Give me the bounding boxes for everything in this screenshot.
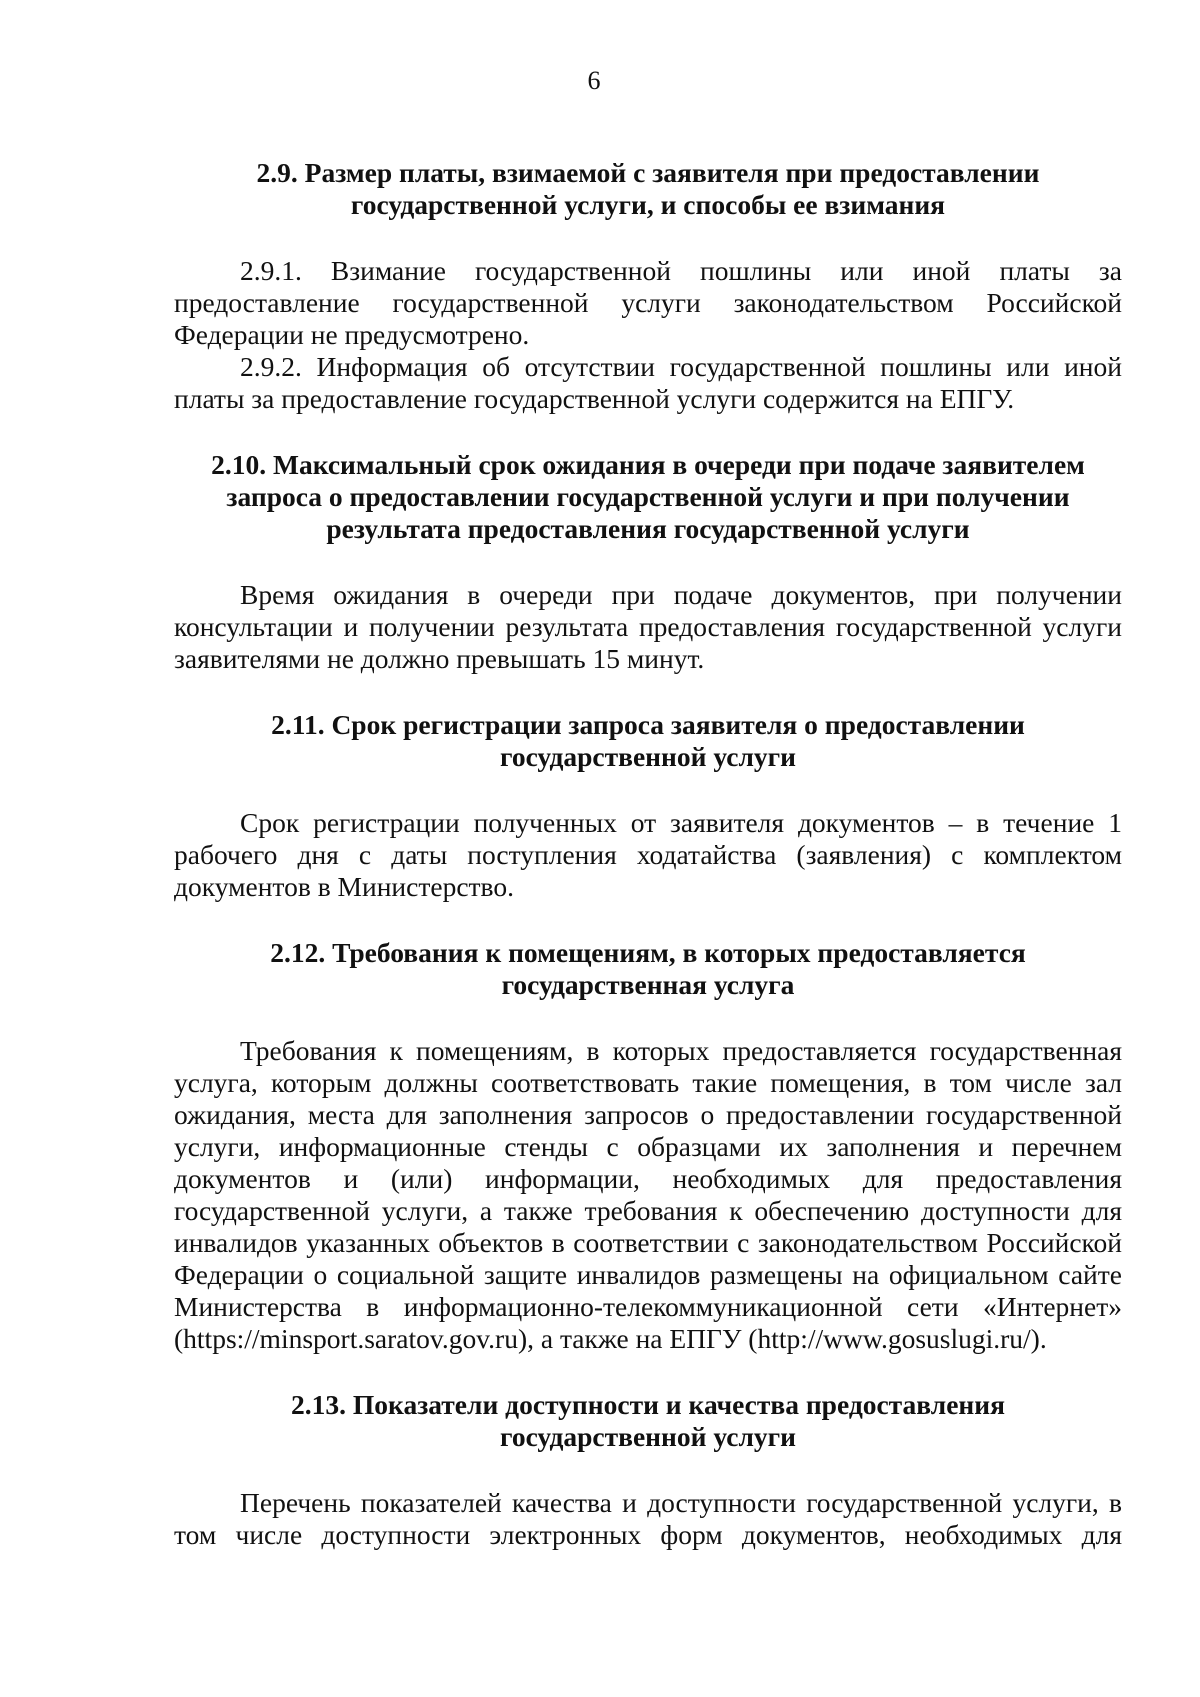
section-heading-2-11 [174,709,1122,773]
heading-line: государственной услуги, и способы ее взимания [350,189,946,220]
paragraph-2-9-2: 2.9.2. Информация об отсутствии государственной пошлины или иной платы за предоставление государственной услуги содержится на ЕПГУ. [174,351,1122,414]
paragraph-2-12: Требования к помещениям, в которых предоставляется государственная услуга, которым должны соответствовать такие помещения, в том числе зал ожидания, места для заполнения запросов о предоставлении государственной услуги, информационные стенды с образцами их заполнения и перечнем документов и (или) информации, необходимых для предоставления государственной услуги, а также требования к обеспечению доступности для инвалидов указанных объектов в соответствии с законодательством Российской Федерации о социальной защите инвалидов размещены на официальном сайте Министерства в информационно-телекоммуникационной сети «Интернет» (https://minsport.saratov.gov.ru), а также на ЕПГУ (http://www.gosuslugi.ru/). [174,1035,1122,1354]
section-heading-2-13 [174,1389,1122,1453]
paragraph-2-11: Срок регистрации полученных от заявителя документов – в течение 1 рабочего дня с даты поступления ходатайства (заявления) с комплектом документов в Министерство. [174,807,1122,902]
heading-line: запроса о предоставлении государственной услуги и при получении [226,481,1070,512]
paragraph-2-13: Перечень показателей качества и доступности государственной услуги, в том числе доступности электронных форм документов, необходимых для [174,1487,1122,1550]
heading-line: 2.11. Срок регистрации запроса заявителя о предоставлении [271,709,1025,740]
heading-line: 2.13. Показатели доступности и качества предоставления [291,1389,1005,1420]
document-body [174,157,1122,1551]
heading-line: результата предоставления государственной услуги [326,513,970,544]
page-number: 6 [587,66,601,95]
paragraph-2-10: Время ожидания в очереди при подаче документов, при получении консультации и получении результата предоставления государственной услуги заявителями не должно превышать 15 минут. [174,579,1122,674]
section-heading-2-12 [174,937,1122,1001]
heading-line: 2.10. Максимальный срок ожидания в очереди при подаче заявителем [211,449,1085,480]
heading-line: государственной услуги [500,1421,796,1452]
heading-line: государственной услуги [500,741,796,772]
paragraph-2-9-1: 2.9.1. Взимание государственной пошлины или иной платы за предоставление государственной услуги законодательством Российской Федерации не предусмотрено. [174,255,1122,350]
section-heading-2-9 [174,157,1122,221]
heading-line: 2.12. Требования к помещениям, в которых предоставляется [270,937,1026,968]
section-heading-2-10 [174,449,1122,545]
heading-line: государственная услуга [501,969,795,1000]
heading-line: 2.9. Размер платы, взимаемой с заявителя при предоставлении [256,157,1040,188]
